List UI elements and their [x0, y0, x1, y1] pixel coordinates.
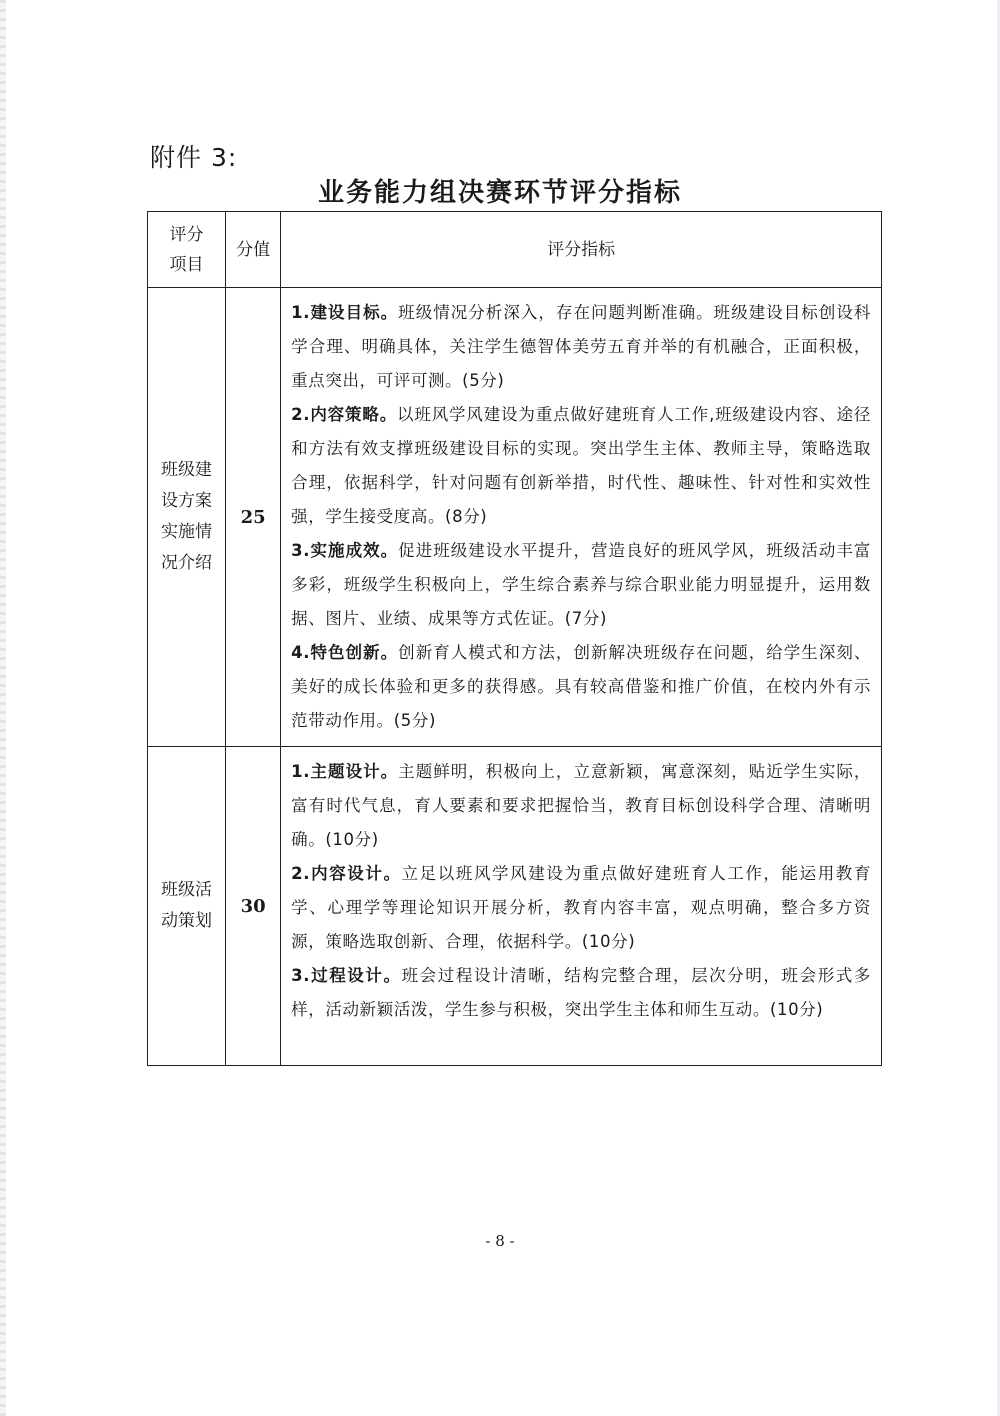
- criteria-heading: 2.内容设计。: [291, 864, 402, 883]
- criteria-heading: 3.实施成效。: [291, 541, 399, 560]
- item-text: 班级建 设方案 实施情 况介绍: [161, 460, 213, 573]
- table-header-row: [148, 212, 882, 288]
- header-item-text: 评分 项目: [169, 224, 204, 275]
- criteria-item: [291, 636, 871, 738]
- criteria-item: [291, 398, 871, 534]
- criteria-item: [291, 959, 871, 1027]
- header-criteria: 评分指标: [281, 212, 882, 288]
- criteria-heading: 4.特色创新。: [291, 643, 399, 662]
- criteria-cell: [281, 288, 882, 747]
- table-row: [148, 288, 882, 747]
- annex-label: 附件 3:: [150, 143, 238, 172]
- criteria-text: 立足以班风学风建设为重点做好建班育人工作，能运用教育学、心理学等理论知识开展分析，教育内容丰富，观点明确，整合多方资源，策略选取创新、合理，依据科学。(10分): [291, 864, 872, 951]
- criteria-item: [291, 534, 871, 636]
- item-text: 班级活 动策划: [161, 880, 213, 931]
- item-cell: [148, 288, 226, 747]
- score-cell: 30: [226, 747, 281, 1066]
- header-item: [148, 212, 226, 288]
- criteria-text: 主题鲜明，积极向上，立意新颖，寓意深刻，贴近学生实际，富有时代气息，育人要素和要求把握恰当，教育目标创设科学合理、清晰明确。(10分): [291, 762, 871, 849]
- criteria-item: [291, 755, 871, 857]
- table-body: [148, 288, 882, 1066]
- criteria-heading: 1.建设目标。: [291, 303, 399, 322]
- criteria-text: 班级情况分析深入，存在问题判断准确。班级建设目标创设科学合理、明确具体，关注学生德智体美劳五育并举的有机融合，正面积极，重点突出，可评可测。(5分): [291, 303, 871, 390]
- criteria-text: 创新育人模式和方法，创新解决班级存在问题，给学生深刻、美好的成长体验和更多的获得感。具有较高借鉴和推广价值，在校内外有示范带动作用。(5分): [291, 643, 871, 730]
- criteria-text: 班会过程设计清晰，结构完整合理，层次分明，班会形式多样，活动新颖活泼，学生参与积极，突出学生主体和师生互动。(10分): [291, 966, 872, 1019]
- criteria-item: [291, 296, 871, 398]
- criteria-heading: 3.过程设计。: [291, 966, 402, 985]
- table-row: [148, 747, 882, 1066]
- document-title: 业务能力组决赛环节评分指标: [317, 178, 682, 208]
- criteria-item: [291, 857, 871, 959]
- criteria-heading: 2.内容策略。: [291, 405, 398, 424]
- score-cell: 25: [226, 288, 281, 747]
- header-score: 分值: [226, 212, 281, 288]
- item-cell: [148, 747, 226, 1066]
- page-number: - 8 -: [485, 1232, 515, 1250]
- scoring-table: [147, 211, 882, 1066]
- scan-edge-left: [0, 0, 6, 1416]
- criteria-heading: 1.主题设计。: [291, 762, 399, 781]
- criteria-cell: [281, 747, 882, 1066]
- criteria-text: 促进班级建设水平提升，营造良好的班风学风，班级活动丰富多彩，班级学生积极向上，学生综合素养与综合职业能力明显提升，运用数据、图片、业绩、成果等方式佐证。(7分): [291, 541, 871, 628]
- criteria-text: 以班风学风建设为重点做好建班育人工作,班级建设内容、途径和方法有效支撑班级建设目标的实现。突出学生主体、教师主导，策略选取合理，依据科学，针对问题有创新举措，时代性、趣味性、针对性和实效性强，学生接受度高。(8分): [291, 405, 871, 526]
